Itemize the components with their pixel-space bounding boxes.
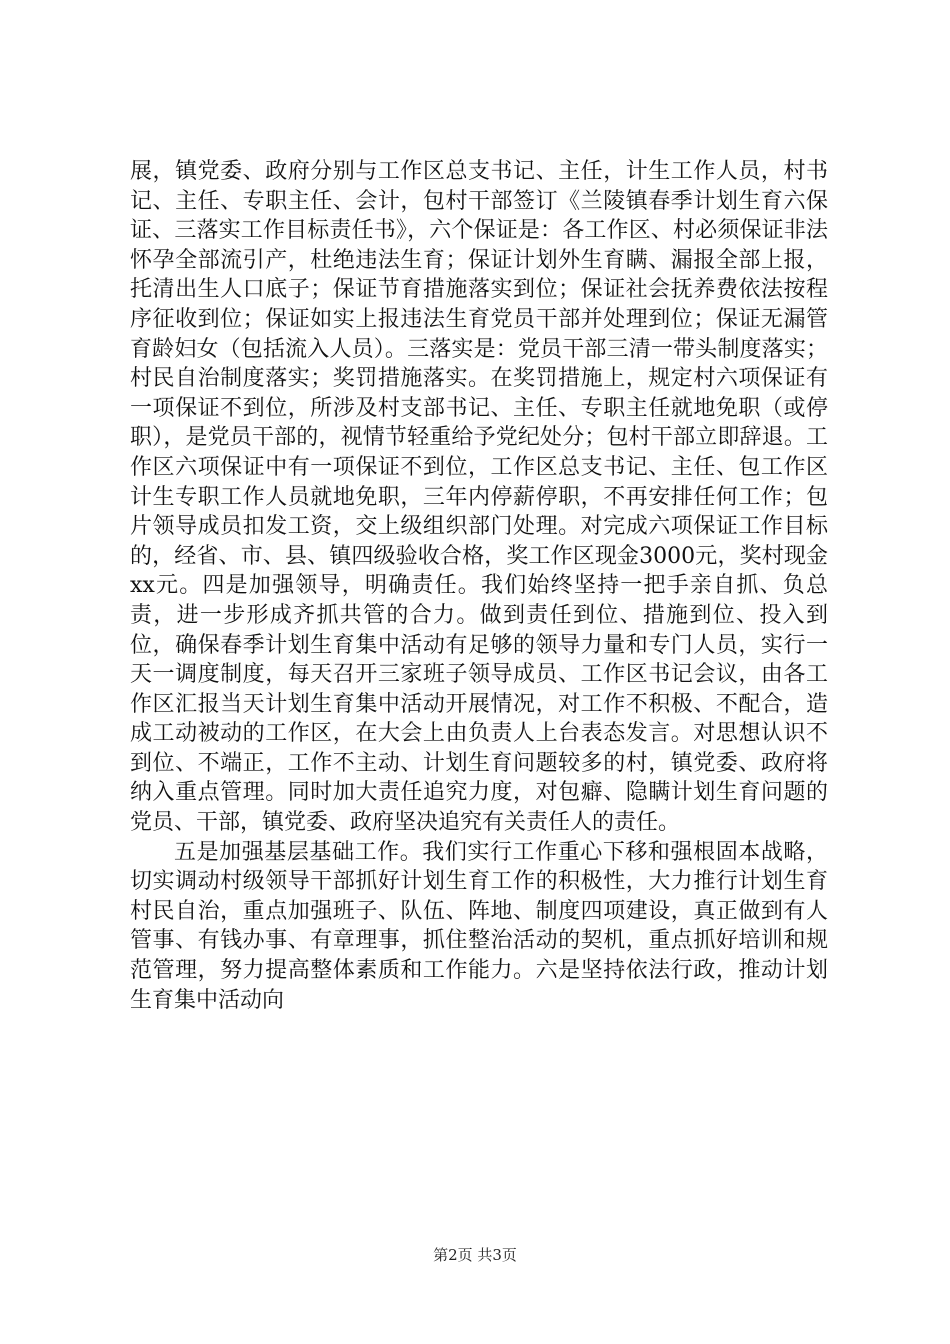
page-footer: 第2页 共3页 bbox=[433, 1246, 517, 1264]
document-body bbox=[130, 157, 828, 1015]
paragraph-continued: 展，镇党委、政府分别与工作区总支书记、主任，计生工作人员，村书记、主任、专职主任、会计，包村干部签订《兰陵镇春季计划生育六保证、三落实工作目标责任书》，六个保证是：各工作区、村必须保证非法怀孕全部流引产，杜绝违法生育；保证计划外生育瞒、漏报全部上报，托清出生人口底子；保证节育措施落实到位；保证社会抚养费依法按程序征收到位；保证如实上报违法生育党员干部并处理到位；保证无漏管育龄妇女（包括流入人员）。三落实是：党员干部三清一带头制度落实；村民自治制度落实；奖罚措施落实。在奖罚措施上，规定村六项保证有一项保证不到位，所涉及村支部书记、主任、专职主任就地免职（或停职），是党员干部的，视情节轻重给予党纪处分；包村干部立即辞退。工作区六项保证中有一项保证不到位，工作区总支书记、主任、包工作区计生专职工作人员就地免职，三年内停薪停职，不再安排任何工作；包片领导成员扣发工资，交上级组织部门处理。对完成六项保证工作目标的，经省、市、县、镇四级验收合格，奖工作区现金3000元，奖村现金xx元。四是加强领导，明确责任。我们始终坚持一把手亲自抓、负总责，进一步形成齐抓共管的合力。做到责任到位、措施到位、投入到位，确保春季计划生育集中活动有足够的领导力量和专门人员，实行一天一调度制度，每天召开三家班子领导成员、工作区书记会议，由各工作区汇报当天计划生育集中活动开展情况，对工作不积极、不配合，造成工动被动的工作区，在大会上由负责人上台表态发言。对思想认识不到位、不端正，工作不主动、计划生育问题较多的村，镇党委、政府将纳入重点管理。同时加大责任追究力度，对包癖、隐瞒计划生育问题的党员、干部，镇党委、政府坚决追究有关责任人的责任。 bbox=[130, 159, 828, 836]
paragraph-item-five: 五是加强基层基础工作。我们实行工作重心下移和强根固本战略，切实调动村级领导干部抓好计划生育工作的积极性，大力推行计划生育村民自治，重点加强班子、队伍、阵地、制度四项建设，真正做到有人管事、有钱办事、有章理事，抓住整治活动的契机，重点抓好培训和规范管理，努力提高整体素质和工作能力。六是坚持依法行政，推动计划生育集中活动向 bbox=[130, 839, 828, 1013]
